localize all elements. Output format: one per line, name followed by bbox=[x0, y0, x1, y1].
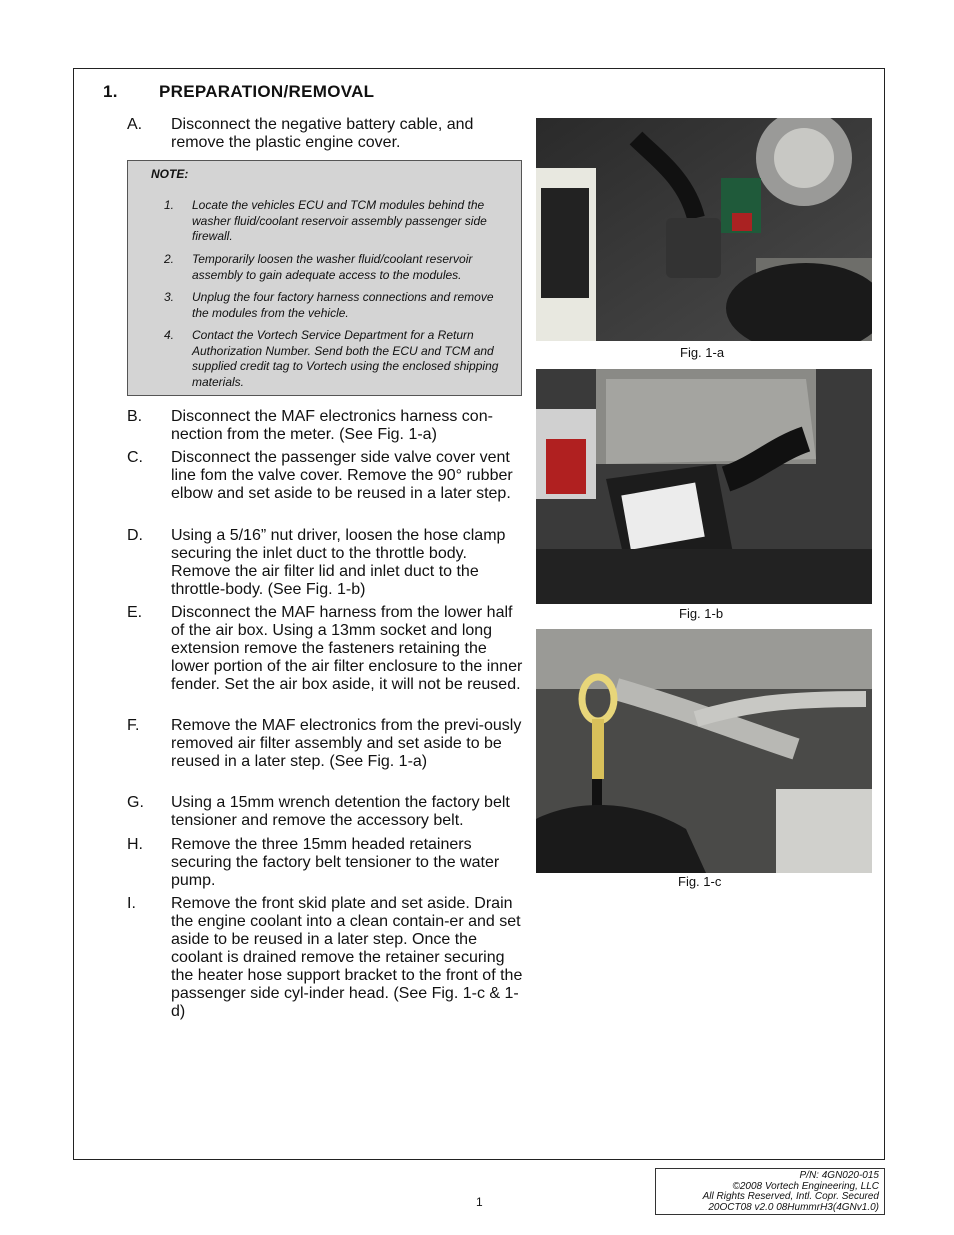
step-text: Using a 5/16” nut driver, loosen the hose clamp securing the inlet duct to the throttle body. Remove the air filter lid and inlet duct to the throttle-body. (See Fig. 1-b) bbox=[171, 527, 506, 598]
step-letter: A. bbox=[127, 116, 143, 133]
note-item-2 bbox=[164, 252, 512, 283]
note-item-text: Contact the Vortech Service Department for a Return Authorization Number. Send both the ECU and TCM and supplied credit tag to Vortech using the enclosed shipping materials. bbox=[192, 328, 499, 389]
step-b bbox=[127, 408, 523, 444]
step-letter: C. bbox=[127, 449, 143, 466]
step-text: Remove the three 15mm headed retainers securing the factory belt tensioner to the water pump. bbox=[171, 836, 500, 889]
step-letter: F. bbox=[127, 717, 140, 734]
step-e bbox=[127, 604, 523, 694]
step-text: Disconnect the negative battery cable, and remove the plastic engine cover. bbox=[171, 116, 474, 151]
footer-version: 20OCT08 v2.0 08HummrH3(4GNv1.0) bbox=[708, 1201, 879, 1213]
step-text: Remove the MAF electronics from the previ-ously removed air filter assembly and set aside to be reused in a later step. (See Fig. 1-a) bbox=[171, 717, 522, 770]
page-number: 1 bbox=[476, 1195, 483, 1209]
note-item-text: Unplug the four factory harness connections and remove the modules from the vehicle. bbox=[192, 290, 494, 320]
footer-info-box bbox=[655, 1168, 885, 1215]
step-letter: G. bbox=[127, 794, 144, 811]
step-h bbox=[127, 836, 523, 890]
figure-1b-photo bbox=[536, 369, 872, 604]
figure-1c-photo bbox=[536, 629, 872, 873]
step-f bbox=[127, 717, 523, 771]
note-box bbox=[127, 160, 522, 396]
step-i bbox=[127, 895, 523, 1021]
step-letter: B. bbox=[127, 408, 143, 425]
note-item-3 bbox=[164, 290, 512, 321]
figure-1a-photo bbox=[536, 118, 872, 341]
figure-1b-caption: Fig. 1-b bbox=[679, 606, 724, 621]
note-item-number: 2. bbox=[164, 252, 175, 266]
step-text: Using a 15mm wrench detention the factory belt tensioner and remove the accessory belt. bbox=[171, 794, 510, 829]
step-d bbox=[127, 527, 523, 599]
note-title: NOTE: bbox=[151, 167, 189, 181]
section-number: 1. bbox=[103, 82, 118, 101]
figure-1c-caption: Fig. 1-c bbox=[678, 874, 722, 889]
footer-copyright: ©2008 Vortech Engineering, LLC bbox=[732, 1180, 879, 1192]
section-heading bbox=[103, 82, 374, 102]
step-a bbox=[127, 116, 523, 152]
section-title: PREPARATION/REMOVAL bbox=[159, 82, 375, 101]
note-item-1 bbox=[164, 198, 512, 245]
step-letter: H. bbox=[127, 836, 143, 853]
note-item-number: 3. bbox=[164, 290, 175, 304]
step-letter: E. bbox=[127, 604, 143, 621]
step-c bbox=[127, 449, 523, 503]
footer-rights: All Rights Reserved, Intl. Copr. Secured bbox=[702, 1191, 879, 1202]
step-g bbox=[127, 794, 523, 830]
note-item-text: Locate the vehicles ECU and TCM modules behind the washer fluid/coolant reservoir assembly passenger side firewall. bbox=[192, 198, 487, 243]
note-item-number: 1. bbox=[164, 198, 175, 212]
footer-part-number: P/N: 4GN020-015 bbox=[799, 1170, 879, 1181]
note-item-4 bbox=[164, 328, 512, 390]
step-text: Remove the front skid plate and set aside. Drain the engine coolant into a clean contain-er and set aside to be reused in a later step. Once the coolant is drained remove the retainer securing the heater hose support bracket to the front of the passenger side cyl-inder head. (See Fig. 1-c & 1-d) bbox=[171, 895, 523, 1020]
step-text: Disconnect the MAF electronics harness con-nection from the meter. (See Fig. 1-a) bbox=[171, 408, 493, 443]
step-text: Disconnect the passenger side valve cover vent line fom the valve cover. Remove the 90° rubber elbow and set aside to be reused in a later step. bbox=[171, 449, 513, 502]
note-item-text: Temporarily loosen the washer fluid/coolant reservoir assembly to gain adequate access to the modules. bbox=[192, 252, 473, 282]
figure-1a-caption: Fig. 1-a bbox=[680, 345, 725, 360]
note-item-number: 4. bbox=[164, 328, 175, 342]
step-letter: I. bbox=[127, 895, 136, 912]
step-text: Disconnect the MAF harness from the lower half of the air box. Using a 13mm socket and long extension remove the fasteners retaining the lower portion of the air filter enclosure to the inner fender. Set the air box aside, it will not be reused. bbox=[171, 604, 523, 693]
step-letter: D. bbox=[127, 527, 143, 544]
